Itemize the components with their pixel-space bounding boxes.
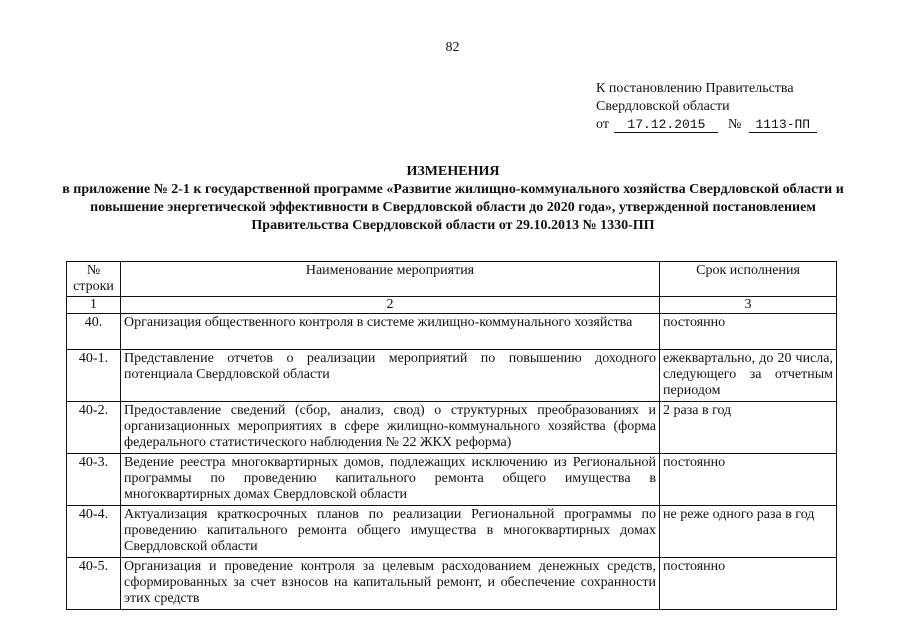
deadline: ежеквартально, до 20 числа, следующего за отчетным периодом	[660, 350, 837, 402]
activity-name: Организация и проведение контроля за целевым расходованием денежных средств, сформированных за счет взносов на капитальный ремонт, и обеспечение сохранности этих средств	[121, 558, 660, 610]
deadline: постоянно	[660, 314, 837, 350]
table-row	[67, 558, 837, 610]
column-number: 2	[121, 297, 660, 314]
column-number-row	[67, 297, 837, 314]
number-label: №	[727, 117, 742, 132]
document-heading	[56, 163, 850, 235]
row-number: 40-5.	[67, 558, 121, 610]
table-row	[67, 506, 837, 558]
activity-name: Организация общественного контроля в системе жилищно-коммунального хозяйства	[121, 314, 660, 350]
approval-line-1: К постановлению Правительства	[596, 81, 794, 96]
table-row	[67, 402, 837, 454]
deadline: 2 раза в год	[660, 402, 837, 454]
changes-table	[66, 261, 837, 610]
row-number: 40-2.	[67, 402, 121, 454]
table-row	[67, 454, 837, 506]
column-number: 3	[660, 297, 837, 314]
approval-line-2: Свердловской области	[596, 99, 730, 114]
resolution-number: 1113-ПП	[749, 117, 817, 133]
deadline: постоянно	[660, 454, 837, 506]
header-row-number: № строки	[67, 262, 121, 297]
activity-name: Ведение реестра многоквартирных домов, подлежащих исключению из Региональной программы по проведению капитального ремонта общего имущества в многоквартирных домах Свердловской области	[121, 454, 660, 506]
activity-name: Представление отчетов о реализации мероприятий по повышению доходного потенциала Свердловской области	[121, 350, 660, 402]
from-label: от	[596, 117, 609, 132]
row-number: 40-1.	[67, 350, 121, 402]
resolution-date: 17.12.2015	[614, 117, 718, 133]
activity-name: Предоставление сведений (сбор, анализ, свод) о структурных преобразованиях и организационных мероприятиях в сфере жилищно-коммунального хозяйства (форма федерального статистического наблюдения № 22 ЖКХ реформа)	[121, 402, 660, 454]
column-number: 1	[67, 297, 121, 314]
heading-subtitle: в приложение № 2-1 к государственной программе «Развитие жилищно-коммунального хозяйства Свердловской области и повышение энергетической эффективности в Свердловской области до 2020 года», утвержденной постановлением Правительства Свердловской области от 29.10.2013 № 1330-ПП	[62, 182, 844, 233]
header-activity-name: Наименование мероприятия	[121, 262, 660, 297]
deadline: постоянно	[660, 558, 837, 610]
row-number: 40.	[67, 314, 121, 350]
deadline: не реже одного раза в год	[660, 506, 837, 558]
table-row	[67, 314, 837, 350]
row-number: 40-3.	[67, 454, 121, 506]
page-number: 82	[445, 40, 460, 55]
approval-block	[596, 80, 817, 134]
approval-line-3	[596, 116, 817, 134]
header-deadline: Срок исполнения	[660, 262, 837, 297]
row-number: 40-4.	[67, 506, 121, 558]
table-row	[67, 350, 837, 402]
heading-title: ИЗМЕНЕНИЯ	[406, 164, 500, 179]
activity-name: Актуализация краткосрочных планов по реализации Региональной программы по проведению капитального ремонта общего имущества в многоквартирных домах Свердловской области	[121, 506, 660, 558]
table-header-row	[67, 262, 837, 297]
